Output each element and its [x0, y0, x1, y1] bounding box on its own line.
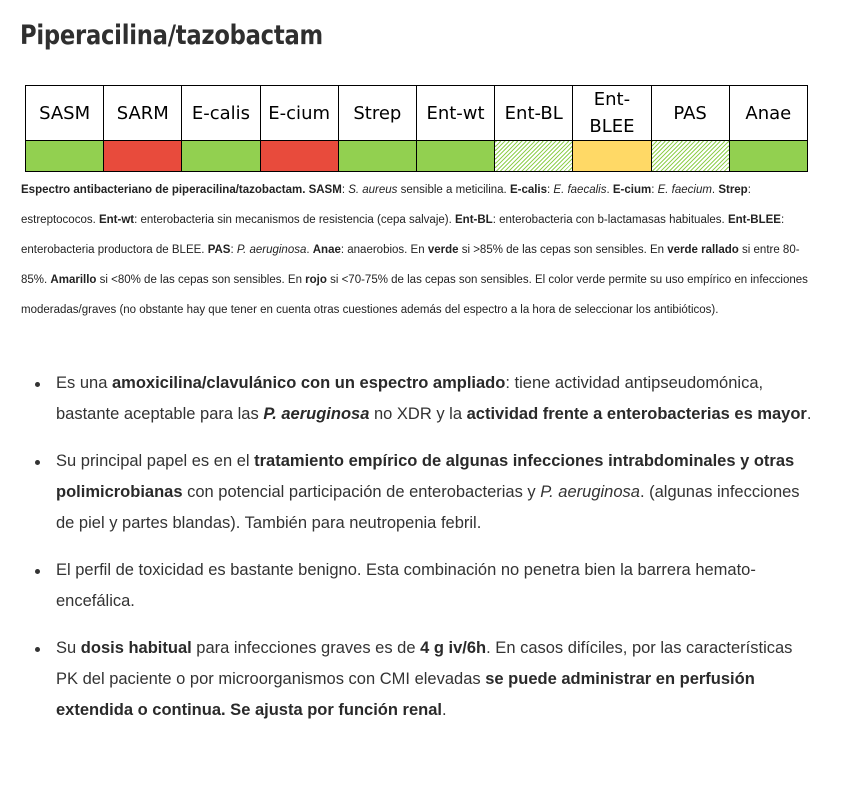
text-run: PAS [207, 244, 231, 256]
text-run: : [547, 184, 554, 196]
text-run: 4 g iv/6h [420, 639, 487, 657]
text-run: . En casos difíciles, por las características PK del paciente o por microorganismos con CMI elevadas [56, 639, 793, 688]
text-run: Amarillo [50, 274, 97, 286]
text-run: Espectro antibacteriano de piperacilina/tazobactam. SASM [21, 184, 342, 196]
susceptibility-cell [338, 141, 416, 172]
susceptibility-cell [104, 141, 182, 172]
text-run: E. faecalis [553, 184, 607, 196]
text-run: se puede administrar en perfusión extendida o continua. Se ajusta por función renal [56, 670, 755, 719]
spectrum-header-cell: Anae [729, 86, 807, 141]
text-run: El perfil de toxicidad es bastante benigno. Esta combinación no penetra bien la barrera hemato-encefálica. [56, 561, 756, 610]
text-run: para infecciones graves es de [191, 639, 421, 657]
spectrum-header-cell: E-cium [260, 86, 338, 141]
spectrum-header-cell: Ent-BL [495, 86, 573, 141]
text-run: no XDR y la [369, 405, 467, 423]
susceptibility-cell [729, 141, 807, 172]
text-run: Strep [718, 184, 748, 196]
spectrum-header-cell: Strep [338, 86, 416, 141]
susceptibility-cell [260, 141, 338, 172]
bullet-dot-icon [35, 569, 40, 574]
text-run: dosis habitual [80, 639, 192, 657]
table-caption [21, 175, 813, 325]
text-run: P. aeruginosa [236, 244, 307, 256]
text-run: con potencial participación de enterobacterias y [182, 483, 541, 501]
bullet-dot-icon [35, 382, 40, 387]
text-run: Anae [312, 244, 341, 256]
text-run: : enterobacteria productora de BLEE. [21, 214, 785, 256]
spectrum-header-cell: Ent-BLEE [573, 86, 651, 141]
text-run: : [341, 184, 349, 196]
text-run: : anaerobios. En [340, 244, 428, 256]
text-run: . [606, 184, 613, 196]
spectrum-header-cell: E-calis [182, 86, 260, 141]
text-run: E-cium [612, 184, 652, 196]
text-run: actividad frente a enterobacterias es mayor [466, 405, 807, 423]
text-run: . [441, 701, 447, 719]
bullet-item [33, 446, 813, 539]
text-run: E. faecium [657, 184, 712, 196]
spectrum-header-cell: PAS [651, 86, 729, 141]
text-run: . (algunas infecciones de piel y partes blandas). También para neutropenia febril. [56, 483, 800, 532]
susceptibility-cell [495, 141, 573, 172]
bullet-dot-icon [35, 460, 40, 465]
text-run: . [806, 405, 812, 423]
text-run: E-calis [509, 184, 548, 196]
text-run: : [230, 244, 237, 256]
bullet-item [33, 368, 813, 430]
text-run: verde rallado [667, 244, 739, 256]
text-run: amoxicilina/clavulánico con un espectro ampliado [111, 374, 506, 392]
spectrum-header-cell: SARM [104, 86, 182, 141]
text-run: : tiene actividad antipseudomónica, bastante aceptable para las [56, 374, 764, 423]
text-run: Es una [56, 374, 112, 392]
spectrum-header-cell: SASM [26, 86, 104, 141]
text-run: : [651, 184, 658, 196]
text-run: P. aeruginosa [540, 483, 640, 501]
text-run: P. aeruginosa [263, 405, 370, 423]
text-run: Ent-BL [455, 214, 493, 226]
susceptibility-cell [26, 141, 104, 172]
text-run: : enterobacteria sin mecanismos de resistencia (cepa salvaje). [134, 214, 455, 226]
text-run: si >85% de las cepas son sensibles. En [458, 244, 668, 256]
text-run: verde [427, 244, 459, 256]
text-run: si <80% de las cepas son sensibles. En [96, 274, 306, 286]
text-run: rojo [305, 274, 327, 286]
text-run: . [711, 184, 719, 196]
text-run: : enterobacteria con b-lactamasas habituales. [492, 214, 728, 226]
susceptibility-cell [182, 141, 260, 172]
spectrum-table [25, 85, 808, 172]
text-run: sensible a meticilina. [397, 184, 510, 196]
text-run: Su principal papel es en el [56, 452, 255, 470]
spectrum-color-row [26, 141, 808, 172]
susceptibility-cell [651, 141, 729, 172]
text-run: si entre 80-85%. [21, 244, 800, 286]
spectrum-header-row [26, 86, 808, 141]
bullet-dot-icon [35, 647, 40, 652]
text-run: Su [56, 639, 81, 657]
text-run: Ent-BLEE [727, 214, 781, 226]
text-run: S. aureus [348, 184, 398, 196]
text-run: . [306, 244, 313, 256]
page-title: Piperacilina/tazobactam [20, 20, 323, 51]
text-run: Ent-wt [98, 214, 135, 226]
bullet-item [33, 633, 813, 726]
text-run: si <70-75% de las cepas son sensibles. El color verde permite su uso empírico en infecciones moderadas/graves (no obstante hay que tener en cuenta otras cuestiones además del espectro a la hora de seleccionar los antibióticos). [21, 274, 808, 316]
susceptibility-cell [573, 141, 651, 172]
spectrum-header-cell: Ent-wt [416, 86, 494, 141]
text-run: : estreptococos. [21, 184, 751, 226]
text-run: tratamiento empírico de algunas infecciones intrabdominales y otras polimicrobianas [56, 452, 795, 501]
susceptibility-cell [416, 141, 494, 172]
bullet-list [33, 368, 813, 742]
bullet-item [33, 555, 813, 617]
